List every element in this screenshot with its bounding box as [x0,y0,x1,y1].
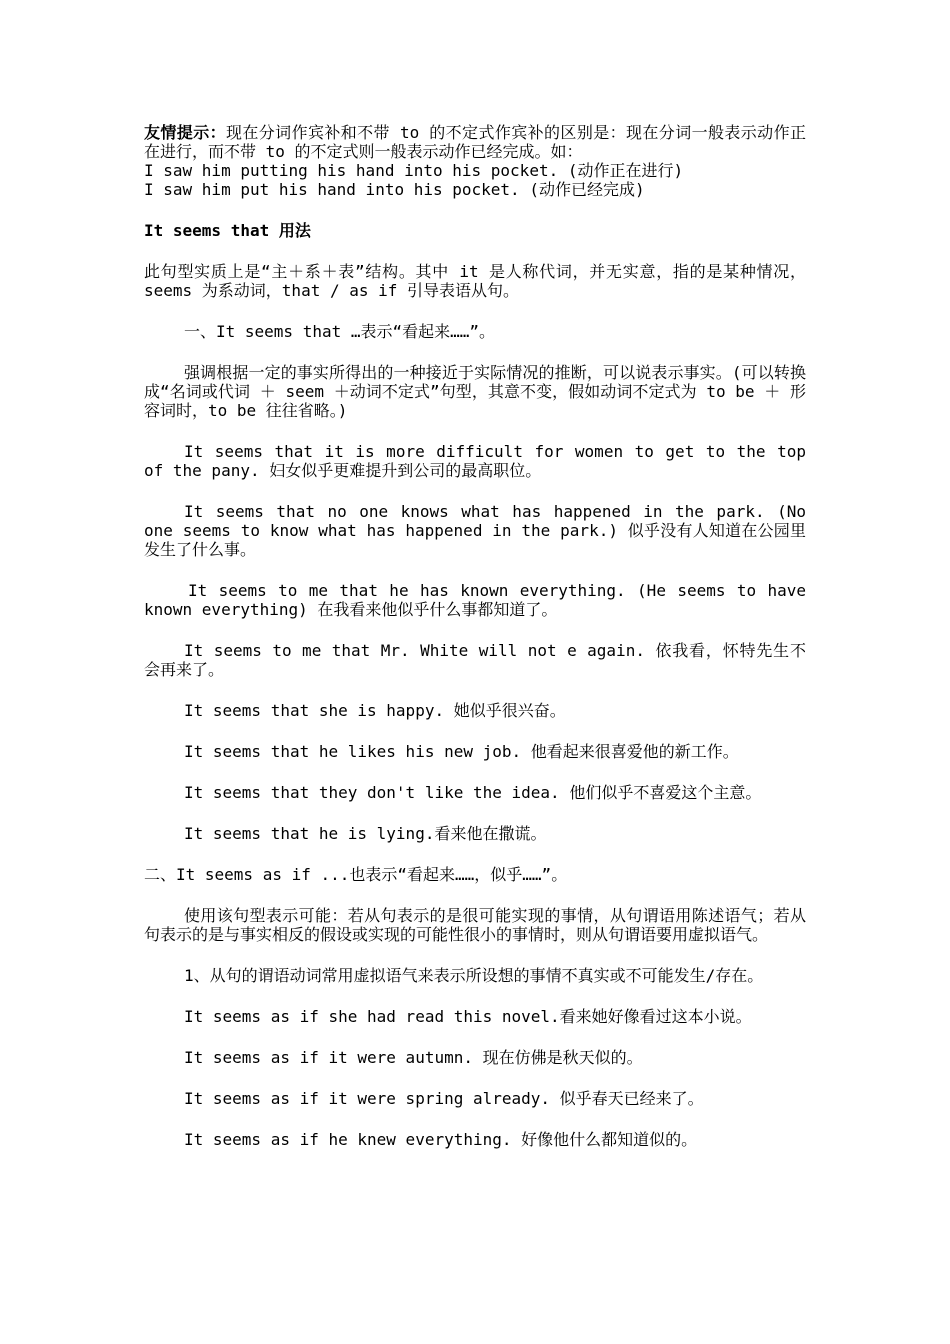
tip-label: 友情提示： [144,123,226,142]
section1-example: It seems that he likes his new job. 他看起来很喜爱他的新工作。 [184,742,739,761]
section2-example: It seems as if he knew everything. 好像他什么都知道似的。 [184,1130,698,1149]
intro-paragraph: 此句型实质上是“主＋系＋表”结构。其中 it 是人称代词，并无实意，指的是某种情况，seems 为系动词，that / as if 引导表语从句。 [144,262,806,300]
section2-example: It seems as if it were autumn. 现在仿佛是秋天似的。 [184,1048,643,1067]
section1-title: 一、It seems that …表示“看起来……”。 [184,322,496,341]
section1-example: It seems to me that Mr. White will not e again. 依我看，怀特先生不会再来了。 [144,641,806,679]
section2-example: It seems as if it were spring already. 似乎春天已经来了。 [184,1089,704,1108]
section1-example: It seems to me that he has known everything. (He seems to have known everything) 在我看来他似乎什么事都知道了。 [144,581,806,619]
tip-paragraph [144,123,806,161]
tip-text: 现在分词作宾补和不带 to 的不定式作宾补的区别是：现在分词一般表示动作正在进行，而不带 to 的不定式则一般表示动作已经完成。如： [144,123,806,161]
document-body [144,123,806,1149]
section1-example: It seems that no one knows what has happened in the park. (No one seems to know what has happened in the park.) 似乎没有人知道在公园里发生了什么事。 [144,502,806,559]
section1-example: It seems that he is lying.看来他在撒谎。 [184,824,547,843]
section2-example: It seems as if she had read this novel.看来她好像看过这本小说。 [184,1007,752,1026]
section1-example: It seems that she is happy. 她似乎很兴奋。 [184,701,566,720]
section1-desc: 强调根据一定的事实所得出的一种接近于实际情况的推断，可以说表示事实。(可以转换成“名词或代词 ＋ seem ＋动词不定式”句型，其意不变，假如动词不定式为 to be ＋ 形容词时，to be 往往省略。) [144,363,806,420]
section-heading: It seems that 用法 [144,221,311,240]
tip-example-2: I saw him put his hand into his pocket. (动作已经完成) [144,180,645,199]
section1-example: It seems that they don't like the idea. 他们似乎不喜爱这个主意。 [184,783,762,802]
tip-example-1: I saw him putting his hand into his pocket. (动作正在进行) [144,161,684,180]
section2-point-1: 1、从句的谓语动词常用虚拟语气来表示所设想的事情不真实或不可能发生/存在。 [184,966,764,985]
section1-example: It seems that it is more difficult for women to get to the top of the pany. 妇女似乎更难提升到公司的最高职位。 [144,442,806,480]
section2-desc: 使用该句型表示可能：若从句表示的是很可能实现的事情，从句谓语用陈述语气；若从句表示的是与事实相反的假设或实现的可能性很小的事情时，则从句谓语要用虚拟语气。 [144,906,806,944]
section2-title: 二、It seems as if ...也表示“看起来……，似乎……”。 [144,865,568,884]
